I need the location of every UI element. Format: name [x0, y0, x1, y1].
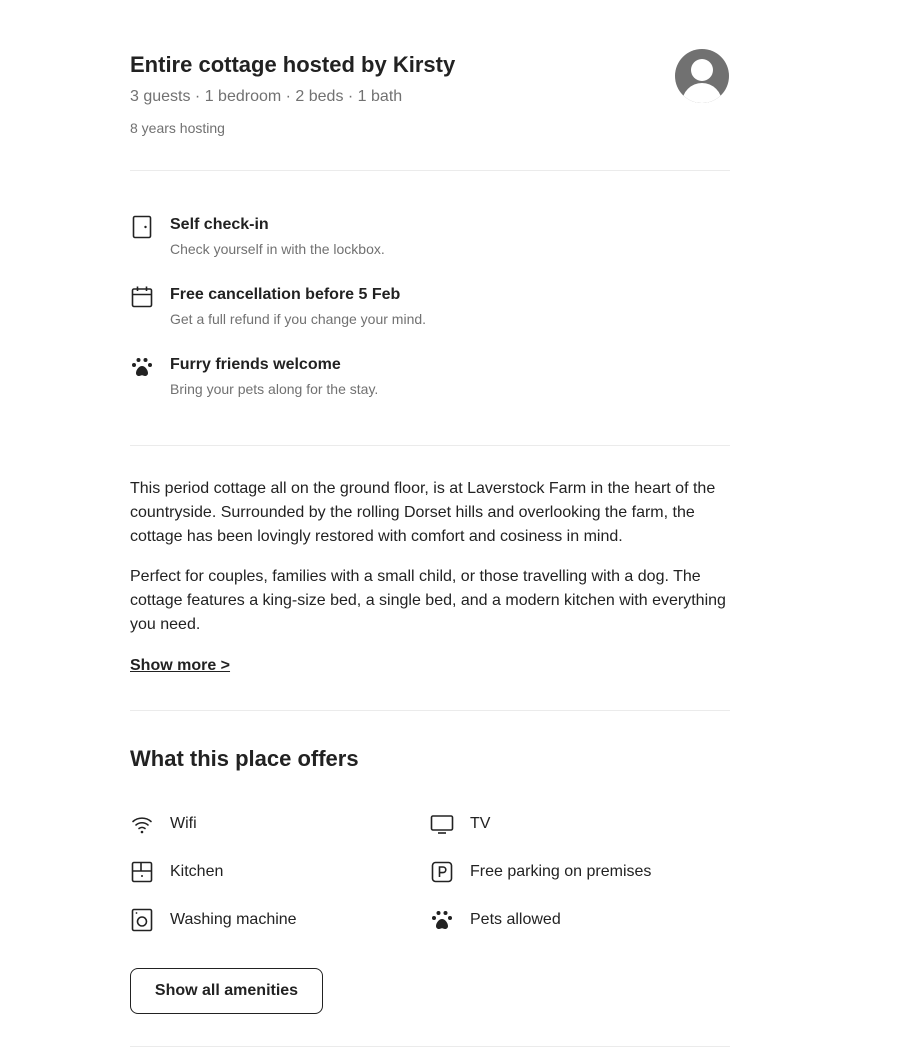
amenity-pets-allowed — [430, 908, 720, 932]
calendar-icon — [130, 285, 154, 309]
amenity-label: Free parking on premises — [470, 863, 652, 880]
highlight-subtitle: Get a full refund if you change your mind. — [170, 311, 427, 327]
amenity-free-parking — [430, 860, 720, 884]
tv-icon — [430, 812, 454, 836]
amenity-label: Wifi — [170, 815, 197, 832]
divider — [130, 445, 730, 446]
paw-icon — [430, 908, 454, 932]
amenity-wifi — [130, 812, 420, 836]
amenity-tv — [430, 812, 720, 836]
highlight-title: Self check-in — [170, 216, 269, 233]
host-avatar[interactable] — [675, 49, 729, 103]
listing-stats: 3 guests · 1 bedroom · 2 beds · 1 bath — [130, 88, 403, 105]
kitchen-icon — [130, 860, 154, 884]
highlight-subtitle: Bring your pets along for the stay. — [170, 381, 379, 397]
highlight-self-check-in — [130, 215, 730, 265]
show-all-amenities-button[interactable]: Show all amenities — [130, 968, 323, 1014]
amenity-label: Pets allowed — [470, 911, 561, 928]
avatar-body-shape — [682, 83, 722, 103]
show-more-link[interactable]: Show more > — [130, 657, 231, 674]
highlight-subtitle: Check yourself in with the lockbox. — [170, 241, 385, 257]
amenity-label: Washing machine — [170, 911, 297, 928]
amenity-label: TV — [470, 815, 491, 832]
highlight-title: Free cancellation before 5 Feb — [170, 286, 401, 303]
highlight-furry-friends — [130, 355, 730, 405]
highlight-free-cancellation — [130, 285, 730, 335]
door-icon — [130, 215, 154, 239]
divider — [130, 710, 730, 711]
parking-icon — [430, 860, 454, 884]
hosting-duration: 8 years hosting — [130, 120, 225, 136]
highlight-title: Furry friends welcome — [170, 356, 341, 373]
listing-title: Entire cottage hosted by Kirsty — [130, 52, 456, 77]
paw-icon — [130, 355, 154, 379]
amenity-kitchen — [130, 860, 420, 884]
avatar-head-shape — [691, 59, 713, 81]
washing-machine-icon — [130, 908, 154, 932]
amenity-label: Kitchen — [170, 863, 224, 880]
amenities-title: What this place offers — [130, 746, 359, 771]
divider — [130, 1046, 730, 1047]
wifi-icon — [130, 812, 154, 836]
description-paragraph: Perfect for couples, families with a small child, or those travelling with a dog. The cottage features a king-size bed, a single bed, and a modern kitchen with everything you need. — [130, 568, 726, 633]
amenity-washing-machine — [130, 908, 420, 932]
divider — [130, 170, 730, 171]
description-paragraph: This period cottage all on the ground floor, is at Laverstock Farm in the heart of the countryside. Surrounded by the rolling Dorset hills and overlooking the farm, the cottage has been lovingly restored with comfort and cosiness in mind. — [130, 480, 716, 545]
